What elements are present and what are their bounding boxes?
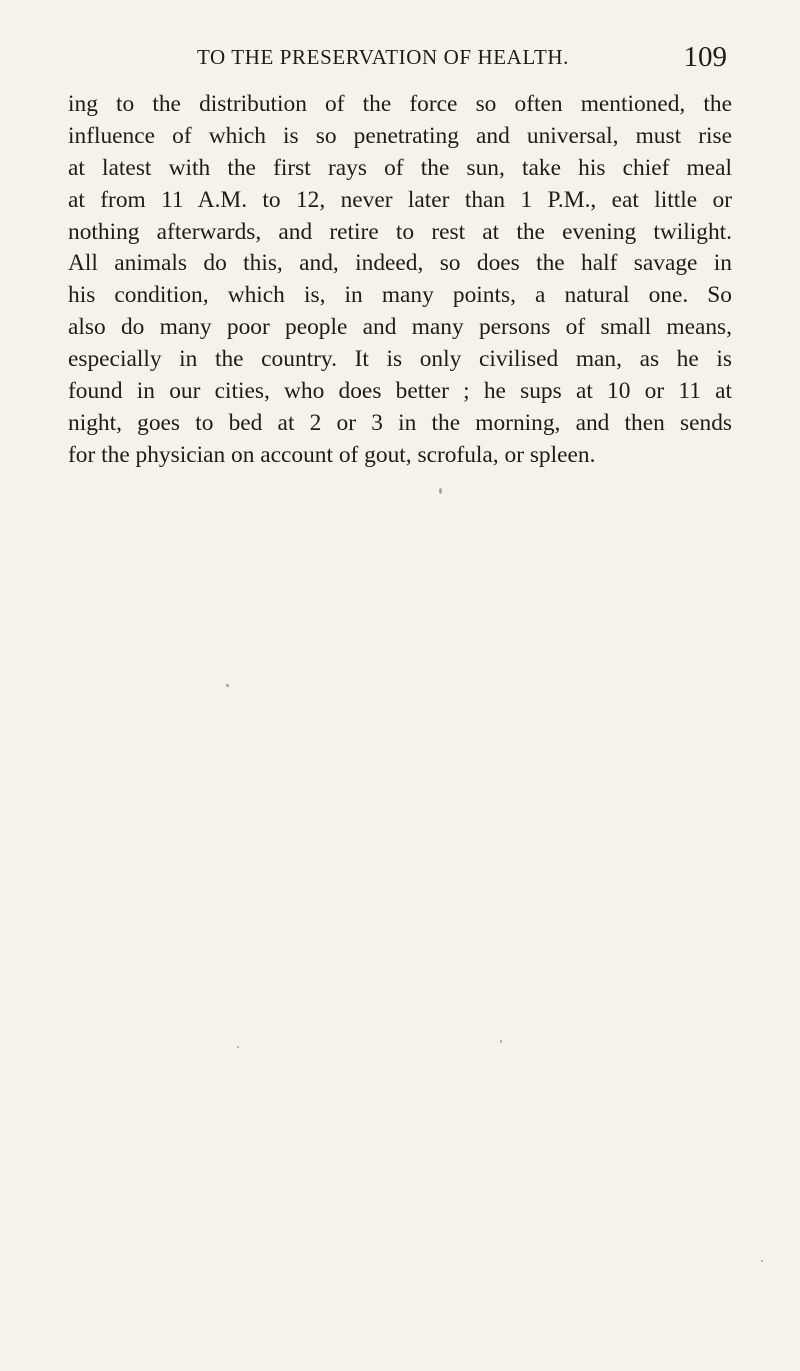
text-line: found in our cities, who does better ; he sups at 10 or 11 at (68, 378, 732, 405)
running-title: TO THE PRESERVATION OF HEALTH. (197, 45, 569, 69)
text-line: especially in the country. It is only civilised man, as he is (68, 346, 732, 373)
text-line: All animals do this, and, indeed, so does the half savage in (68, 250, 732, 277)
body-paragraph (68, 89, 732, 472)
text-line: ing to the distribution of the force so often mentioned, the (68, 91, 732, 117)
text-line: influence of which is so penetrating and universal, must rise (68, 122, 732, 149)
page-number: 109 (683, 41, 727, 73)
text-line: at latest with the first rays of the sun, take his chief meal (68, 154, 732, 181)
paper-speck (761, 1260, 763, 1262)
text-line: at from 11 A.M. to 12, never later than 1 P.M., eat little or (68, 186, 732, 213)
paper-speck (237, 1046, 239, 1048)
text-line: also do many poor people and many persons of small means, (68, 314, 732, 341)
text-line: nothing afterwards, and retire to rest at the evening twilight. (68, 218, 732, 245)
paper-speck (439, 488, 442, 494)
text-line: night, goes to bed at 2 or 3 in the morning, and then sends (68, 409, 732, 436)
paper-speck (226, 684, 229, 687)
paper-speck (500, 1040, 502, 1043)
running-header (197, 41, 727, 81)
text-line: his condition, which is, in many points, a natural one. So (68, 282, 732, 309)
text-line: for the physician on account of gout, scrofula, or spleen. (68, 441, 596, 468)
